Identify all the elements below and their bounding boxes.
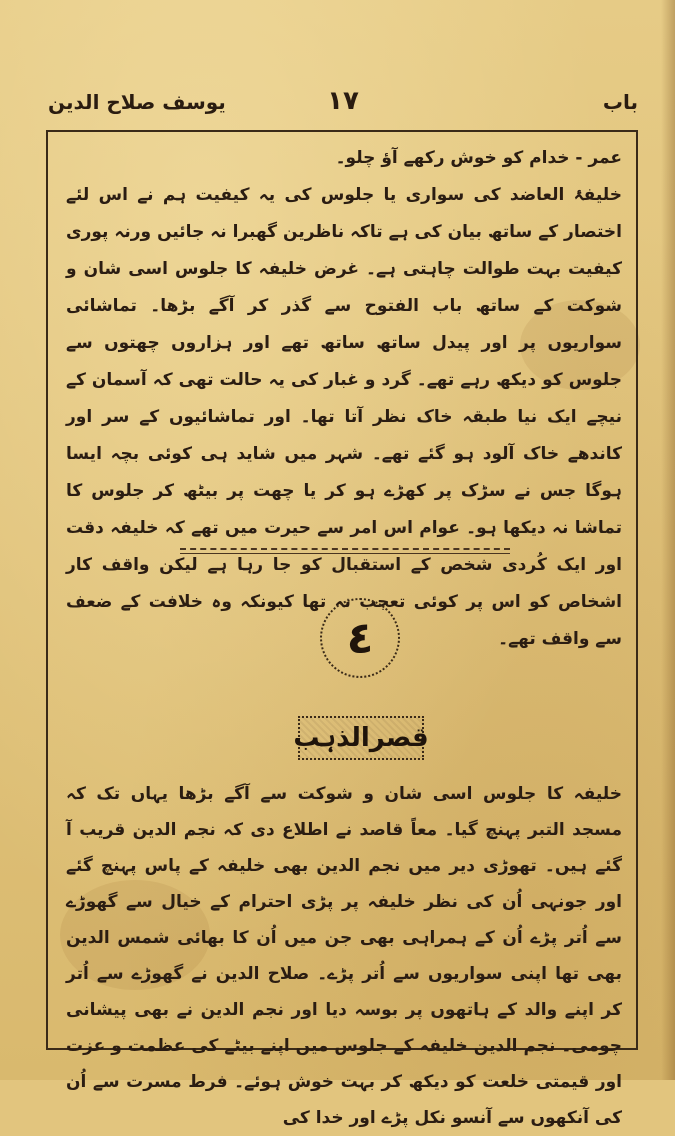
section-divider (180, 548, 510, 550)
running-head (48, 86, 638, 126)
section-title: قصرالذہب (293, 723, 429, 753)
section-one-text (66, 140, 622, 658)
chapter-number: ٤ (346, 612, 374, 664)
chapter-label: باب (602, 90, 638, 114)
section-two-text (66, 776, 622, 1136)
dialogue-line: عمر - خدام کو خوش رکھے آؤ چلو۔ (335, 148, 622, 168)
section-title-box (293, 716, 429, 760)
chapter-number-ornament (320, 598, 400, 678)
paragraph: خلیفۂ العاضد کی سواری یا جلوس کی یہ کیفیت ہم نے اس لئے اختصار کے ساتھ بیان کی ہے تاکہ ناظرین گھبرا نہ جائیں ورنہ پوری کیفیت بہت طوالت چاہتی ہے۔ غرض خلیفہ کا جلوس اسی شان و شوکت کے ساتھ باب الفتوح سے گذر کر آگے بڑھا۔ تماشائی سواریوں پر اور پیدل ساتھ ساتھ تھے اور ہزاروں چھتوں سے جلوس کو دیکھ رہے تھے۔ گرد و غبار کی یہ حالت تھی کہ آسمان کے نیچے ایک نیا طبقہ خاک نظر آتا تھا۔ اور تماشائیوں کے سر اور کاندھے خاک آلود ہو گئے تھے۔ شہر میں شاید ہی کوئی بچہ ایسا ہوگا جس نے سڑک پر کھڑے ہو کر یا چھت پر بیٹھ کر جلوس کا تماشا نہ دیکھا ہو۔ عوام اس امر سے حیرت میں تھے کہ خلیفہ دقت اور ایک کُردی شخص کے استقبال کو جا رہا ہے لیکن واقف کار اشخاص کو اس پر کوئی تعجب نہ تھا کیونکہ وہ خلافت کے ضعف سے واقف تھے۔ (66, 185, 622, 649)
paragraph: خلیفہ کا جلوس اسی شان و شوکت سے آگے بڑھا یہاں تک کہ مسجد التبر پہنچ گیا۔ معاً قاصد نے اطلاع دی کہ نجم الدین قریب آ گئے ہیں۔ تھوڑی دیر میں نجم الدین بھی خلیفہ کے پاس پہنچ گئے اور جونہی اُن کی نظر خلیفہ پر پڑی احترام کے خیال سے گھوڑے سے اُتر پڑے اُن کے ہمراہی بھی جن میں اُن کا بھائی شمس الدین بھی تھا اپنی سواریوں سے اُتر پڑے۔ صلاح الدین نے گھوڑے سے اُتر کر اپنے والد کے ہاتھوں پر بوسہ دیا اور نجم الدین نے بھی پیشانی چومی۔ نجم الدین خلیفہ کے جلوس میں اپنے بیٹے کی عظمت و عزت اور قیمتی خلعت کو دیکھ کر بہت خوش ہوئے۔ فرط مسرت سے اُن کی آنکھوں سے آنسو نکل پڑے اور خدا کی (66, 784, 622, 1128)
book-title: یوسف صلاح الدین (48, 90, 226, 114)
page-spine-shadow (661, 0, 675, 1080)
page-number: ١٧ (327, 86, 359, 116)
